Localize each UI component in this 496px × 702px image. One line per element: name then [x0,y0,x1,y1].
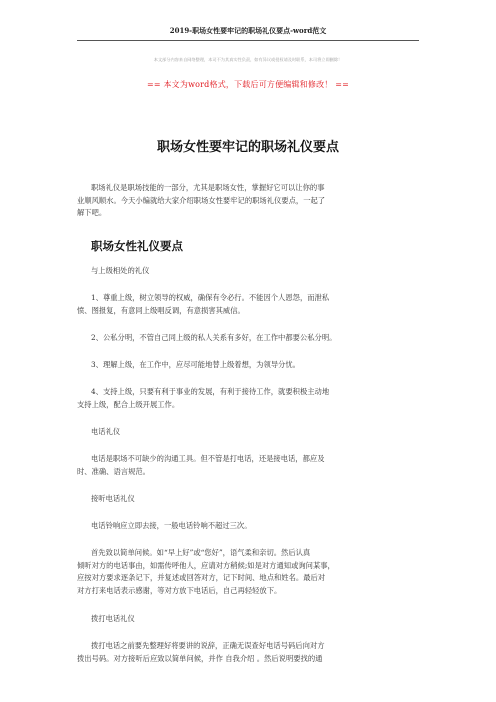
item4-line-1: 4、支持上级，只要有利于事业的发展，有利于接待工作，就要积极主动地 [91,387,330,396]
item1-line-1: 1、尊重上级，树立领导的权威，确保有令必行。不能因个人恩怨，而泄私 [91,293,330,302]
header-divider [77,40,419,41]
answer-line: 电话铃响应立即去接，一般电话铃响不超过三次。 [91,521,252,530]
item3-line: 3、理解上级，在工作中，应尽可能地替上级着想，为领导分忧。 [91,360,300,369]
disclaimer-text: 本文部分内容来自网络整理，本司不为其真实性负责，如有异议或侵权请及时联系，本司将立即删除！ [153,57,343,62]
dial-heading [77,613,423,626]
intro-line-1: 职场礼仪是职场技能的一部分，尤其是职场女性，掌握好它可以让你的事 [91,183,325,192]
list-item-1 [77,292,423,317]
intro-line-3: 解下吧。 [77,208,107,217]
word-format-notice: == 本文为word格式，下载后可方便编辑和修改！ == [146,80,350,89]
phone-line-1: 电话是职场不可缺少的沟通工具。但不管是打电话，还是接电话，都应及 [91,454,325,463]
phone-heading-text: 电话礼仪 [91,427,121,436]
greeting-paragraph [77,547,423,597]
phone-heading [77,426,423,439]
greeting-line-4: 对方打来电话表示感谢，等对方放下电话后，自己再轻轻放下。 [77,585,282,595]
intro-line-2: 业顺风顺水。今天小编就给大家介绍职场女性要牢记的职场礼仪要点，一起了 [77,195,326,205]
superior-heading-text: 与上级相处的礼仪 [91,266,150,275]
dial-heading-text: 拨打电话礼仪 [91,614,135,623]
list-item-3 [77,359,423,372]
dial-line-2: 拨出号码。对方接听后应致以简单问候，并作 自我介绍 。然后说明要找的通 [77,653,323,663]
answer-heading-text: 接听电话礼仪 [91,494,135,503]
section-heading: 职场女性礼仪要点 [91,239,183,253]
list-item-2 [77,332,423,345]
item1-line-2: 愤、图报复，有意同上级唱反调，有意损害其威信。 [77,305,245,315]
item4-line-2: 支持上级，配合上级开展工作。 [77,399,180,409]
intro-paragraph [77,182,423,220]
dial-line-1: 拨打电话之前要先整理好将要讲的说辞，正确无误查好电话号码后向对方 [91,641,325,650]
list-item-4 [77,386,423,411]
item2-line: 2、公私分明，不管自己同上级的私人关系有多好，在工作中都要公私分明。 [91,333,337,342]
phone-line-2: 时、准确、语言规范。 [77,466,150,476]
greeting-line-3: 应按对方要求逐条记下，并复述或回答对方，记下时间、地点和姓名。最后对 [77,573,326,582]
greeting-line-2: 倾听对方的电话事由，如需传呼他人，应请对方稍候;如是对方通知或询问某事， [77,560,335,570]
page-header-title: 2019-职场女性要牢记的职场礼仪要点-word范文 [169,26,327,35]
phone-paragraph [77,453,423,478]
answer-heading [77,493,423,506]
answer-paragraph [77,520,423,533]
superior-heading [77,265,423,278]
document-title: 职场女性要牢记的职场礼仪要点 [156,140,339,155]
dial-paragraph [77,640,423,665]
greeting-line-1: 首先致以简单问候。如“早上好”或“您好”，语气柔和亲切。然后认真 [91,548,311,557]
